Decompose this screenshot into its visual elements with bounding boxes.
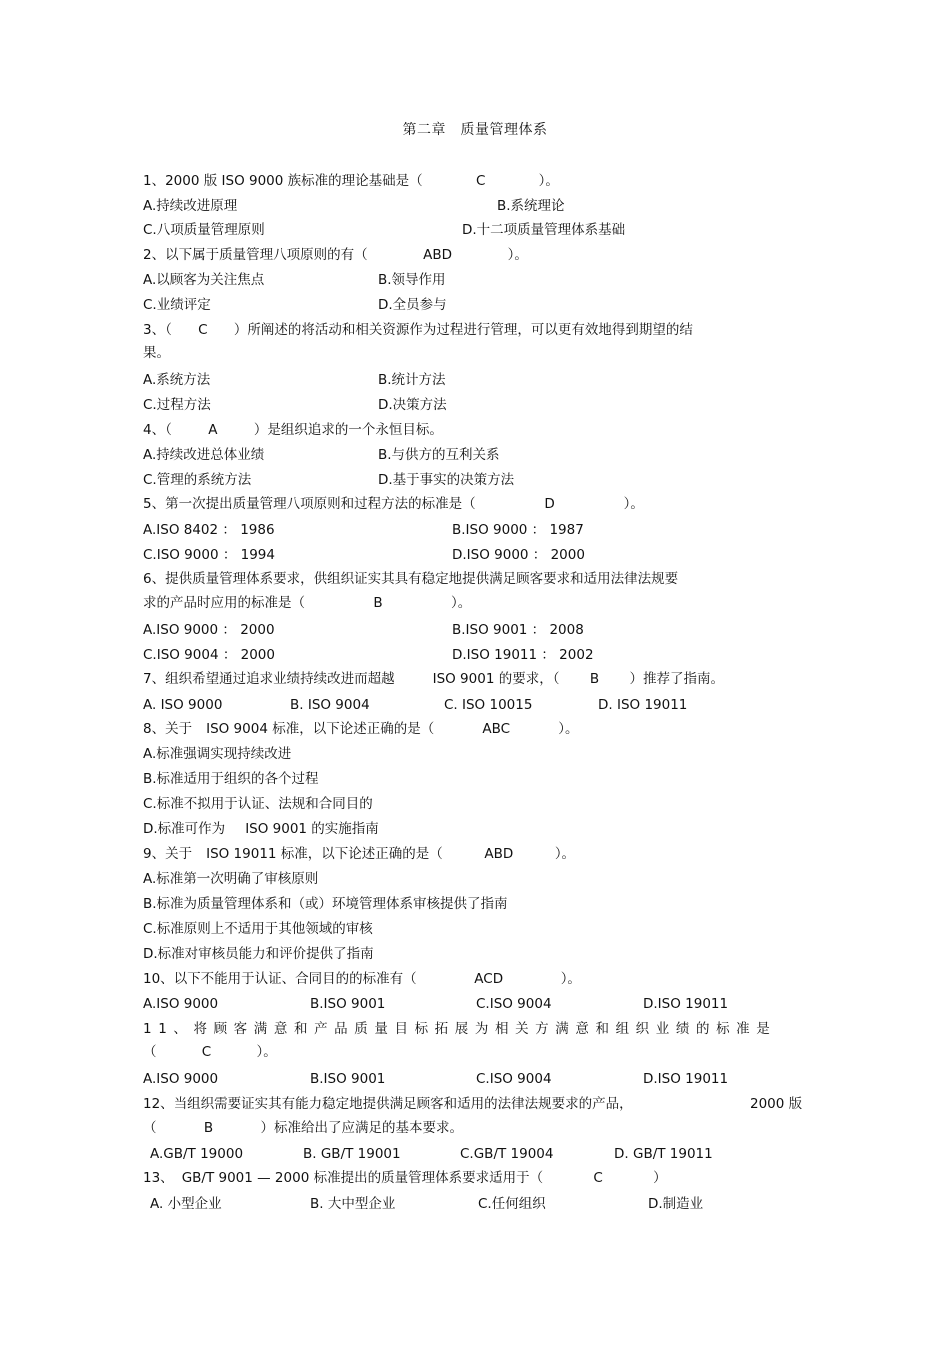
option-text: ISO 9001 的实施指南 [245,821,379,837]
question-text: 2000 版 [750,1096,803,1112]
question-continuation: 果。 [143,345,170,361]
option-b: B. GB/T 19001 [303,1146,401,1162]
question-7 [143,670,724,688]
question-tail: ）所阐述的将活动和相关资源作为过程进行管理，可以更有效地得到期望的结 [233,322,693,338]
question-continuation [143,594,471,612]
option-a: A. 小型企业 [150,1196,222,1212]
option-d: D.决策方法 [378,397,447,413]
question-number: 13、 [143,1170,174,1186]
answer: ABD [423,247,453,263]
option-b: B.ISO 9001 [310,996,386,1012]
options-row [0,621,950,639]
question-text: ISO 9001 的要求，（ [432,671,560,687]
question-number: 12、 [143,1096,174,1112]
option-a: A.持续改进原理 [143,198,238,214]
option-b: B.系统理论 [497,198,565,214]
question-text: 第一次提出质量管理八项原则和过程方法的标准是（ [165,496,476,512]
question-tail: ）。 [623,496,644,512]
option-c: C.标准不拟用于认证、法规和合同目的 [143,796,373,812]
option-b: B.ISO 9001 ： 2008 [452,622,584,638]
question-text: ISO 19011 标准，以下论述正确的是（ [206,846,443,862]
question-text: （ [165,422,172,438]
option-b: B.标准为质量管理体系和（或）环境管理体系审核提供了指南 [143,896,508,912]
question-number: 2、 [143,247,166,263]
question-5 [143,495,644,513]
question-text: 2000 版 ISO 9000 族标准的理论基础是（ [165,173,423,189]
option-d: D. GB/T 19011 [614,1146,713,1162]
question-tail: ）。 [560,971,581,987]
options-row [0,221,950,239]
answer: C [593,1170,603,1186]
question-tail: ）推荐了指南。 [629,671,724,687]
options-row [0,446,950,464]
option-a: A.ISO 8402 ： 1986 [143,522,275,538]
option-b: B.统计方法 [378,372,446,388]
option-d: D.ISO 19011 [643,1071,729,1087]
options-row [0,995,950,1013]
answer: B [373,595,383,611]
option-d: D.ISO 19011 [643,996,729,1012]
option-d: D.标准对审核员能力和评价提供了指南 [143,946,374,962]
option-d: D.十二项质量管理体系基础 [462,222,626,238]
question-10 [143,970,581,988]
answer: D [544,496,555,512]
answer: B [203,1120,214,1136]
option-c: C.标准原则上不适用于其他领域的审核 [143,921,373,937]
option-c: C.业绩评定 [143,297,211,313]
option-d: D.制造业 [648,1196,704,1212]
option-d: D. ISO 19011 [598,697,688,713]
question-tail: ）。 [507,247,528,263]
option-d: D.ISO 9000 ： 2000 [452,547,585,563]
option-b: B.ISO 9000 ： 1987 [452,522,584,538]
option-c: C.任何组织 [478,1196,546,1212]
options-row [0,296,950,314]
question-12 [143,1095,633,1113]
option-d: D.全员参与 [378,297,447,313]
question-text: 当组织需要证实其有能力稳定地提供满足顾客和适用的法律法规要求的产品， [173,1096,633,1112]
options-row [0,1195,950,1213]
option-c: C.ISO 9004 ： 2000 [143,647,275,663]
question-text: （ [165,322,172,338]
question-tail: ）。 [554,846,576,862]
option-a: A.GB/T 19000 [150,1146,244,1162]
question-number: 1、 [143,173,166,189]
options-row [0,546,950,564]
question-number: 9、 [143,846,166,862]
option-a: A. ISO 9000 [143,697,223,713]
question-tail: ） [653,1170,667,1186]
answer: C [198,322,208,338]
answer: ABD [484,846,514,862]
answer: ABC [482,721,511,737]
option-a: A.标准强调实现持续改进 [143,746,292,762]
answer: C [201,1044,212,1060]
option-c: C.过程方法 [143,397,211,413]
question-continuation [143,1043,277,1061]
question-text: 关于 [165,846,193,862]
question-text: 关于 [165,721,193,737]
question-text: 以下属于质量管理八项原则的有（ [165,247,368,263]
answer: C [475,173,486,189]
option-c: C.管理的系统方法 [143,472,252,488]
question-text: 提供质量管理体系要求，供组织证实其具有稳定地提供满足顾客要求和适用法律法规要 [165,571,679,587]
question-tail: ）。 [256,1044,277,1060]
question-number: 7、 [143,671,166,687]
options-row [0,471,950,489]
question-text: 求的产品时应用的标准是（ [143,595,305,611]
answer: B [589,671,600,687]
options-row [0,371,950,389]
question-continuation [143,1119,463,1137]
options-row [0,1145,950,1163]
question-4 [143,421,443,439]
option-c: C.ISO 9000 ： 1994 [143,547,275,563]
question-6 [143,570,678,588]
question-number: 3、 [143,322,166,338]
question-number: 10、 [143,971,174,987]
option-c: C. ISO 10015 [444,697,533,713]
question-13 [143,1169,667,1187]
option-a: A.ISO 9000 [143,1071,219,1087]
options-row [0,646,950,664]
question-text: 组织希望通过追求业绩持续改进而超越 [165,671,395,687]
option-c: C.ISO 9004 [476,1071,552,1087]
options-row [0,521,950,539]
options-row [0,696,950,714]
question-text: （ [143,1120,157,1136]
option-b: B. ISO 9004 [290,697,370,713]
option-a: A.ISO 9000 [143,996,219,1012]
option-b: B.标准适用于组织的各个过程 [143,771,319,787]
question-tail: ）。 [538,173,559,189]
question-text: GB/T 9001 — 2000 标准提出的质量管理体系要求适用于（ [181,1170,544,1186]
options-row [0,396,950,414]
question-text: （ [143,1044,157,1060]
option-c: C.GB/T 19004 [460,1146,554,1162]
question-number: 5、 [143,496,166,512]
question-9 [143,845,575,863]
option-c: C.ISO 9004 [476,996,552,1012]
option-a: A.持续改进总体业绩 [143,447,265,463]
option-text: D.标准可作为 [143,821,226,837]
question-text: ISO 9004 标准，以下论述正确的是（ [206,721,435,737]
question-11 [143,1020,776,1038]
page-title: 第二章 质量管理体系 [402,122,548,138]
question-number: 4、 [143,422,166,438]
question-text: 以下不能用于认证、合同目的的标准有（ [173,971,417,987]
question-1 [143,172,559,190]
question-2 [143,246,528,264]
options-row [0,271,950,289]
question-8 [143,720,578,738]
question-tail: ）。 [558,721,579,737]
question-number: 8、 [143,721,166,737]
option-b: B.领导作用 [378,272,446,288]
question-tail: ）是组织追求的一个永恒目标。 [253,422,443,438]
option-b: B.ISO 9001 [310,1071,386,1087]
question-text: 将顾客满意和产品质量目标拓展为相关方满意和组织业绩的标准是 [193,1021,777,1037]
option-d: D.ISO 19011 ： 2002 [452,647,594,663]
answer: ACD [474,971,504,987]
option-b: B. 大中型企业 [310,1196,396,1212]
option-d [143,820,379,838]
option-a: A.ISO 9000 ： 2000 [143,622,275,638]
question-tail: ）标准给出了应满足的基本要求。 [260,1120,463,1136]
option-a: A.标准第一次明确了审核原则 [143,871,319,887]
option-a: A.系统方法 [143,372,211,388]
option-b: B.与供方的互利关系 [378,447,500,463]
question-tail: ）。 [451,595,472,611]
question-number: 6、 [143,571,166,587]
question-number: 11、 [143,1021,194,1037]
question-3 [143,321,693,339]
answer: A [208,422,218,438]
option-d: D.基于事实的决策方法 [378,472,515,488]
option-c: C.八项质量管理原则 [143,222,265,238]
option-a: A.以顾客为关注焦点 [143,272,265,288]
options-row [0,197,950,215]
options-row [0,1070,950,1088]
